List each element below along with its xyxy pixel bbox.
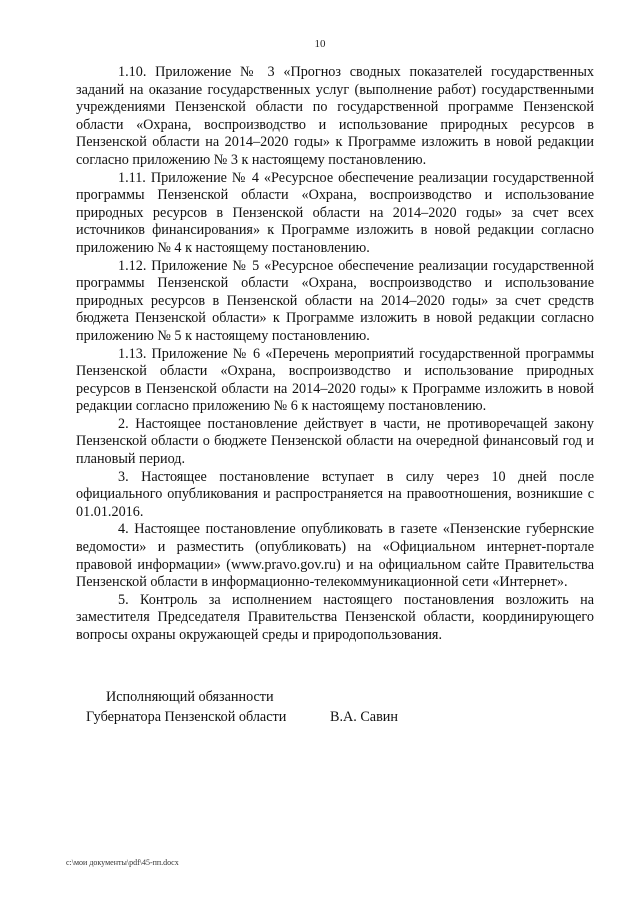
page-number: 10 <box>314 38 326 50</box>
signatory-role-line2: Губернатора Пензенской области <box>86 709 287 725</box>
paragraph-4: 4. Настоящее постановление опубликовать в газете «Пензенские губернские ведомости» и разместить (опубликовать) на «Официальном интернет-портале правовой информации» (www.pravo.gov.ru) и на официальном сайте Правительства Пензенской области в информационно-телекоммуникационной сети «Интернет». <box>76 521 594 591</box>
paragraph-2: 2. Настоящее постановление действует в части, не противоречащей закону Пензенской области о бюджете Пензенской области на очередной финансовый год и плановый период. <box>76 415 594 468</box>
document-body <box>76 64 594 645</box>
paragraph-5: 5. Контроль за исполнением настоящего постановления возложить на заместителя Председателя Правительства Пензенской области, координирующего вопросы охраны окружающей среды и природопользования. <box>76 591 594 643</box>
paragraph-1-11: 1.11. Приложение № 4 «Ресурсное обеспечение реализации государственной программы Пензенской области «Охрана, воспроизводство и использование природных ресурсов в Пензенской области на 2014–2020 годы» за счет всех источников финансирования» к Программе изложить в новой редакции согласно приложению № 4 к настоящему постановлению. <box>76 169 594 256</box>
signatory-name: В.А. Савин <box>330 709 398 725</box>
paragraph-3: 3. Настоящее постановление вступает в силу через 10 дней после официального опубликования и распространяется на правоотношения, возникшие с 01.01.2016. <box>76 468 594 520</box>
paragraph-1-13: 1.13. Приложение № 6 «Перечень мероприятий государственной программы Пензенской области «Охрана, воспроизводство и использование природных ресурсов в Пензенской области на 2014–2020 годы» к Программе изложить в новой редакции согласно приложению № 6 к настоящему постановлению. <box>76 345 594 415</box>
file-path-footer: c:\мои документы\pdf\45-пп.docx <box>66 858 179 867</box>
paragraph-1-12: 1.12. Приложение № 5 «Ресурсное обеспечение реализации государственной программы Пензенской области «Охрана, воспроизводство и использование природных ресурсов в Пензенской области на 2014–2020 годы» за счет средств бюджета Пензенской области» к Программе изложить в новой редакции согласно приложению № 5 к настоящему постановлению. <box>76 257 594 344</box>
signatory-role-line1: Исполняющий обязанности <box>106 689 274 705</box>
paragraph-1-10: 1.10. Приложение № 3 «Прогноз сводных показателей государственных заданий на оказание государственных услуг (выполнение работ) государственными учреждениями Пензенской области по государственной программе Пензенской области «Охрана, воспроизводство и использование природных ресурсов в Пензенской области на 2014–2020 годы» к Программе изложить в новой редакции согласно приложению № 3 к настоящему постановлению. <box>76 64 594 168</box>
